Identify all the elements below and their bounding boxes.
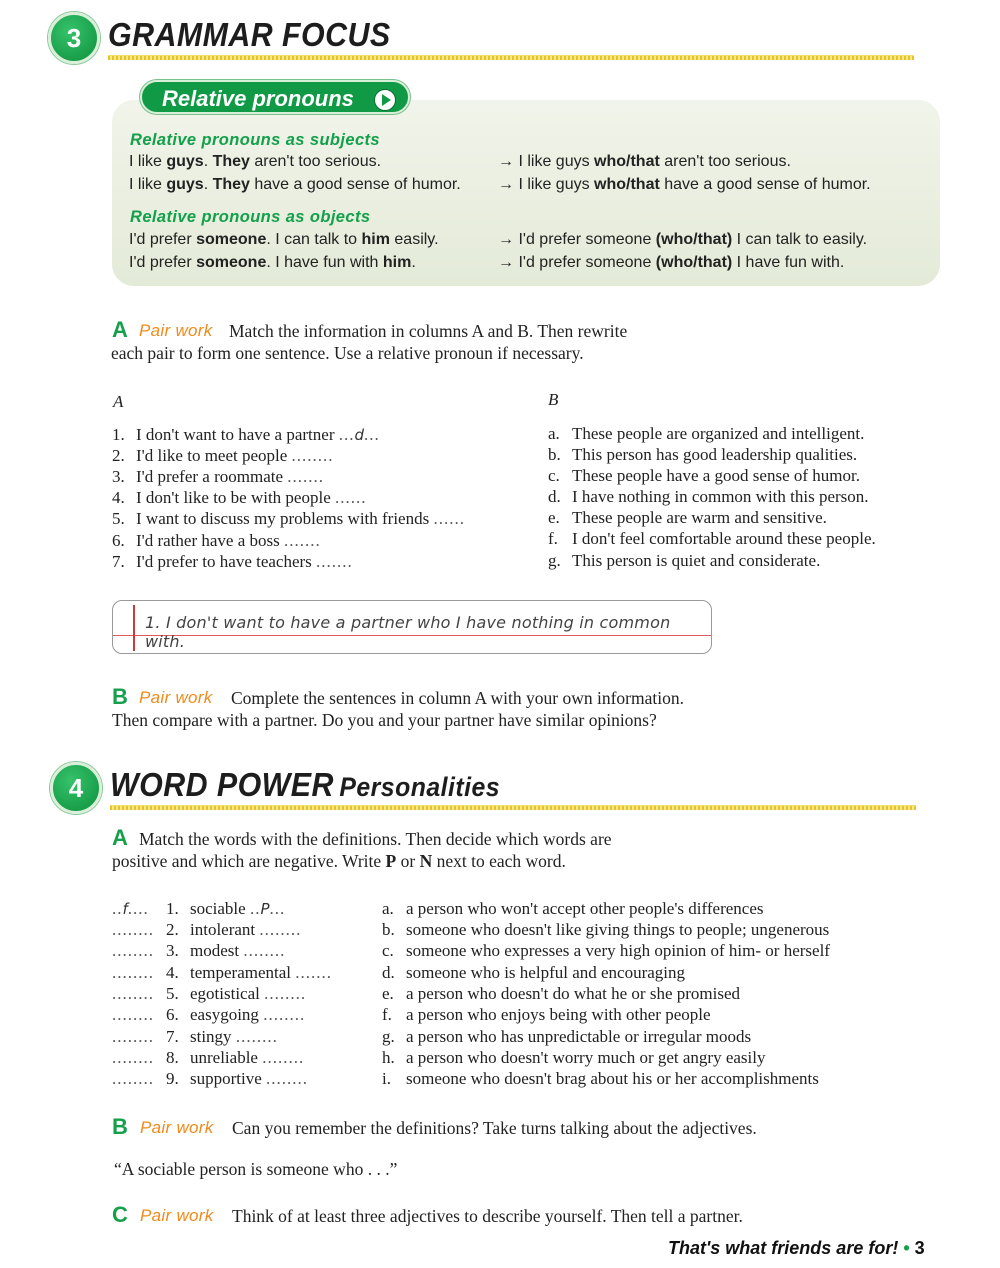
grammar-example-left: I like guys. They aren't too serious. — [129, 153, 382, 170]
answer-blank[interactable]: ........ — [112, 1027, 154, 1046]
column-a-item: 6. I'd rather have a boss ....... — [112, 531, 321, 550]
column-a-item: 7. I'd prefer to have teachers ....... — [112, 552, 353, 571]
column-b-item: f. I don't feel comfortable around these people. — [548, 529, 876, 548]
definition-item: f. a person who enjoys being with other people — [382, 1005, 711, 1024]
word-item: 3. modest ........ — [166, 941, 286, 960]
answer-blank[interactable]: ........ — [266, 1069, 309, 1088]
section-rule — [108, 55, 914, 60]
example-answer: 1. I don't want to have a partner who I have nothing in common with. — [145, 613, 671, 651]
handwritten-answer[interactable]: f — [122, 900, 128, 918]
section-title: WORD POWER Personalities — [110, 766, 500, 803]
word-item: 4. temperamental ....... — [166, 963, 333, 982]
pair-work-label: Pair work — [139, 688, 213, 707]
instruction-text: Complete the sentences in column A with your own information. — [231, 688, 684, 708]
answer-blank[interactable]: ....... — [295, 963, 333, 982]
answer-blank[interactable]: ........ — [112, 984, 154, 1003]
instruction-text: Match the words with the definitions. Then decide which words are — [139, 829, 612, 849]
grammar-example-left: I like guys. They have a good sense of humor. — [129, 176, 461, 193]
definition-item: a. a person who won't accept other people's differences — [382, 899, 764, 918]
example-quote: “A sociable person is someone who . . .” — [114, 1159, 398, 1179]
footer-bullet: • — [903, 1238, 910, 1258]
column-b-heading: B — [548, 390, 559, 409]
answer-blank[interactable]: ........ — [259, 920, 302, 939]
answer-blank[interactable]: ........ — [291, 446, 334, 465]
instruction-text: Match the information in columns A and B. Then rewrite — [229, 321, 628, 341]
column-b-item: b. This person has good leadership qualities. — [548, 445, 858, 464]
answer-blank[interactable]: ........ — [243, 941, 286, 960]
activity-letter: B — [112, 1114, 128, 1139]
footer-unit-title: That's what friends are for! — [668, 1238, 899, 1258]
pair-work-label: Pair work — [140, 1118, 214, 1137]
answer-blank[interactable]: ........ — [112, 941, 154, 960]
margin-line — [133, 605, 135, 651]
activity-letter: A — [112, 317, 128, 342]
page-number: 3 — [914, 1238, 925, 1258]
instruction-text: Think of at least three adjectives to describe yourself. Then tell a partner. — [232, 1206, 743, 1226]
definition-item: c. someone who expresses a very high opinion of him- or herself — [382, 941, 830, 960]
answer-blank[interactable]: ....... — [316, 552, 353, 571]
activity-letter: A — [112, 825, 128, 850]
word-item: 2. intolerant ........ — [166, 920, 302, 939]
pair-work-label: Pair work — [139, 321, 213, 340]
grammar-tab — [140, 80, 410, 114]
definition-item: g. a person who has unpredictable or irregular moods — [382, 1027, 752, 1046]
section-number-badge: 3 — [48, 12, 100, 64]
answer-writing-box[interactable] — [112, 600, 712, 654]
column-a-heading: A — [113, 392, 124, 411]
word-item: ..f.... — [112, 899, 149, 918]
word-item: 6. easygoing ........ — [166, 1005, 306, 1024]
play-icon[interactable] — [374, 89, 396, 111]
grammar-example-right: → I like guys who/that aren't too serious. — [498, 153, 791, 170]
section-title: GRAMMAR FOCUS — [108, 16, 391, 53]
answer-blank[interactable]: ........ — [263, 1005, 306, 1024]
grammar-example-left: I'd prefer someone. I have fun with him. — [129, 254, 416, 271]
column-b-item: g. This person is quiet and considerate. — [548, 551, 821, 570]
column-b-item: d. I have nothing in common with this person. — [548, 487, 869, 506]
word-item: 7. stingy ........ — [166, 1027, 278, 1046]
grammar-example-left: I'd prefer someone. I can talk to him easily. — [129, 231, 439, 248]
answer-blank[interactable]: ........ — [262, 1048, 305, 1067]
objects-heading: Relative pronouns as objects — [130, 208, 371, 226]
answer-blank[interactable]: ........ — [264, 984, 307, 1003]
instruction-text: positive and which are negative. Write P or N next to each word. — [112, 851, 566, 871]
answer-blank[interactable]: ........ — [112, 920, 154, 939]
answer-blank[interactable]: ........ — [112, 1069, 154, 1088]
grammar-example-right: → I'd prefer someone (who/that) I have fun with. — [498, 254, 845, 271]
subjects-heading: Relative pronouns as subjects — [130, 131, 381, 149]
instruction-text: Can you remember the definitions? Take turns talking about the adjectives. — [232, 1118, 757, 1138]
definition-item: e. a person who doesn't do what he or she promised — [382, 984, 741, 1003]
column-a-item: 2. I'd like to meet people ........ — [112, 446, 334, 465]
column-b-item: c. These people have a good sense of humor. — [548, 466, 860, 485]
activity-letter: C — [112, 1202, 128, 1227]
answer-blank[interactable]: ...... — [433, 509, 465, 528]
answer-blank[interactable]: ........ — [112, 963, 154, 982]
answer-blank[interactable]: ........ — [112, 1048, 154, 1067]
column-b-item: e. These people are warm and sensitive. — [548, 508, 827, 527]
column-b-item: a. These people are organized and intelligent. — [548, 424, 865, 443]
grammar-example-right: → I like guys who/that have a good sense of humor. — [498, 176, 871, 193]
column-a-item: 3. I'd prefer a roommate ....... — [112, 467, 325, 486]
definition-item: h. a person who doesn't worry much or get angry easily — [382, 1048, 766, 1067]
definition-item: i. someone who doesn't brag about his or her accomplishments — [382, 1069, 819, 1088]
answer-blank[interactable]: ........ — [235, 1027, 278, 1046]
definition-item: b. someone who doesn't like giving things to people; ungenerous — [382, 920, 830, 939]
grammar-tab-label: Relative pronouns — [162, 86, 354, 111]
column-a-item: 1. I don't want to have a partner ...d... — [112, 425, 380, 444]
answer-blank[interactable]: ........ — [112, 1005, 154, 1024]
column-a-item: 5. I want to discuss my problems with friends ...... — [112, 509, 465, 528]
page-footer — [668, 1238, 925, 1259]
activity-letter: B — [112, 684, 128, 709]
section-number-badge: 4 — [50, 762, 102, 814]
pair-work-label: Pair work — [140, 1206, 214, 1225]
handwritten-answer[interactable]: P — [260, 900, 270, 918]
answer-blank[interactable]: ....... — [283, 531, 321, 550]
word-item: 1. sociable ..P... — [166, 899, 286, 918]
answer-blank[interactable]: ...... — [335, 488, 367, 507]
section-rule — [110, 805, 916, 810]
instruction-text: Then compare with a partner. Do you and your partner have similar opinions? — [112, 710, 657, 730]
word-item: 5. egotistical ........ — [166, 984, 307, 1003]
definition-item: d. someone who is helpful and encouraging — [382, 963, 686, 982]
word-item: 9. supportive ........ — [166, 1069, 309, 1088]
instruction-text: each pair to form one sentence. Use a relative pronoun if necessary. — [111, 343, 584, 363]
column-a-item: 4. I don't like to be with people ...... — [112, 488, 367, 507]
section-subtitle: Personalities — [339, 772, 500, 802]
grammar-example-right: → I'd prefer someone (who/that) I can talk to easily. — [498, 231, 868, 248]
answer-blank[interactable]: ....... — [287, 467, 325, 486]
word-item: 8. unreliable ........ — [166, 1048, 305, 1067]
handwritten-answer[interactable]: d — [354, 426, 365, 444]
